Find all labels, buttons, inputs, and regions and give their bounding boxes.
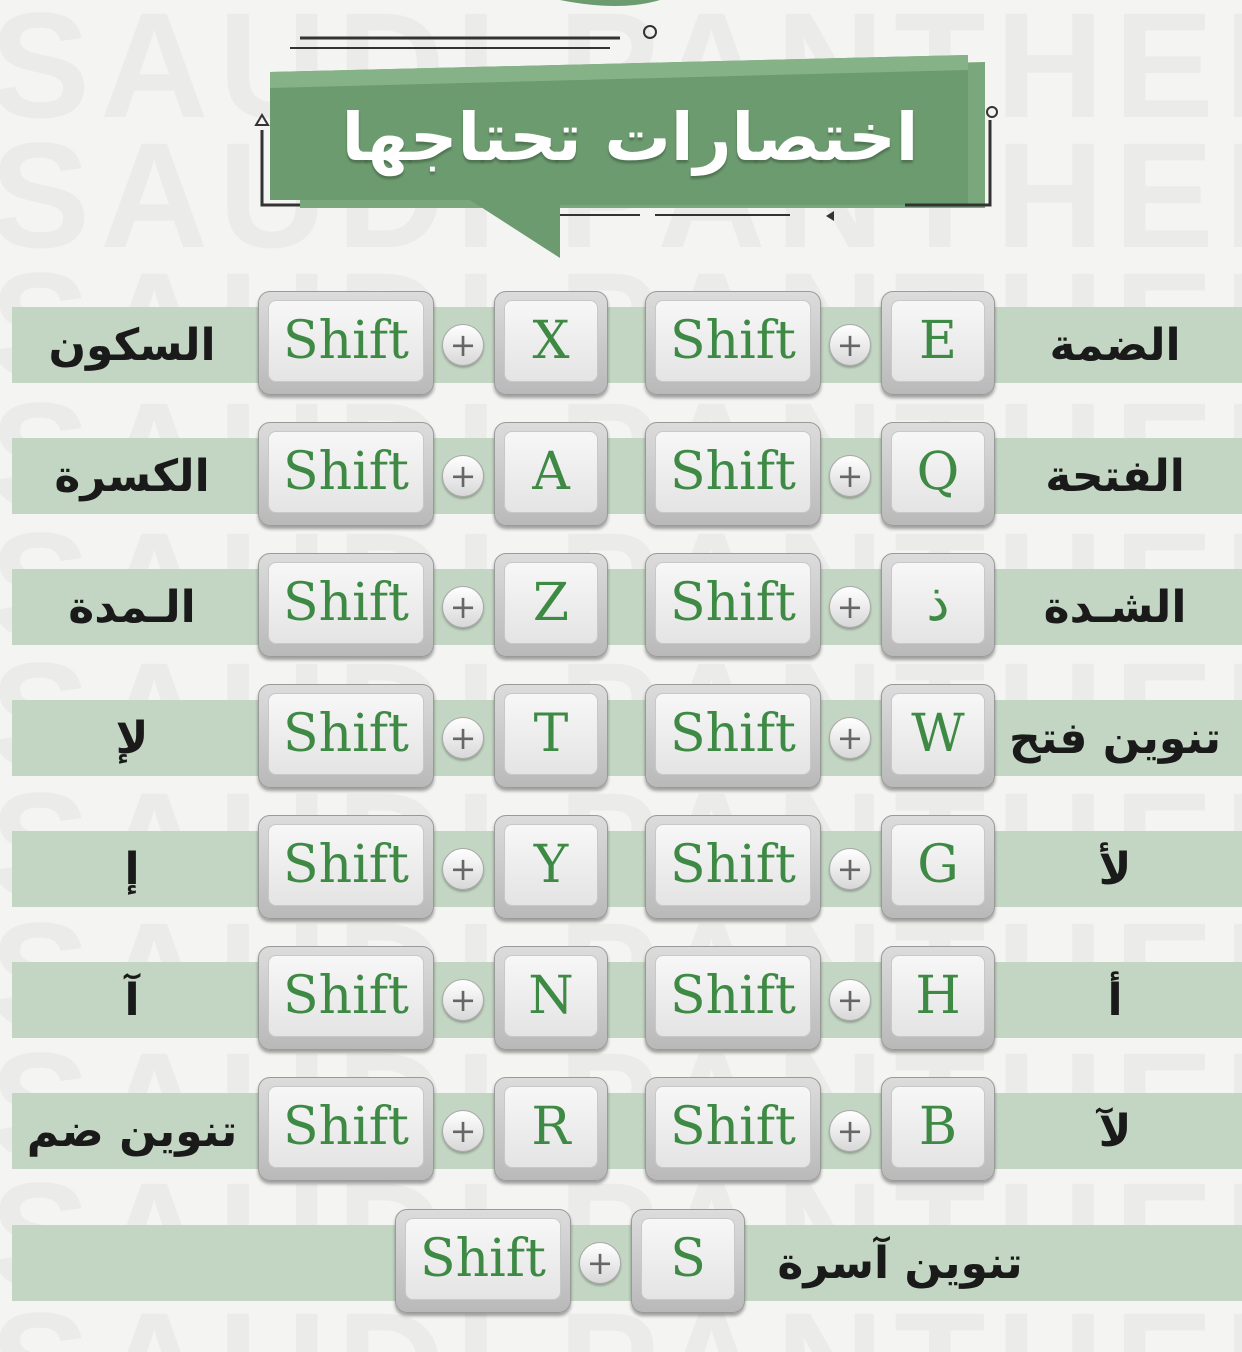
letter-key-label: E: [891, 300, 985, 382]
shortcut-keys: [258, 946, 608, 1054]
shift-key: [258, 946, 434, 1050]
shift-key-label: Shift: [655, 824, 811, 906]
letter-key: [881, 946, 995, 1050]
letter-key: [881, 1077, 995, 1181]
letter-key-label: Y: [504, 824, 598, 906]
letter-key: [494, 553, 608, 657]
letter-key-label: Z: [504, 562, 598, 644]
shift-key-label: Shift: [655, 431, 811, 513]
plus-icon: [432, 978, 494, 1022]
plus-icon: [819, 585, 881, 629]
shift-key-label: Shift: [268, 562, 424, 644]
shortcut-keys: [645, 815, 995, 923]
diacritic-label: تنوين آسرة: [777, 1237, 1023, 1289]
plus-symbol: +: [829, 979, 871, 1021]
letter-key: [631, 1209, 745, 1313]
shortcut-keys: [645, 422, 995, 530]
plus-icon: [432, 585, 494, 629]
plus-symbol: +: [829, 455, 871, 497]
shift-key-label: Shift: [268, 955, 424, 1037]
letter-key-label: B: [891, 1086, 985, 1168]
shift-key: [258, 684, 434, 788]
diacritic-label: الضمة: [1049, 319, 1181, 371]
letter-key: [881, 422, 995, 526]
plus-symbol: +: [442, 1110, 484, 1152]
shift-key: [645, 553, 821, 657]
shift-key: [645, 1077, 821, 1181]
shift-key: [395, 1209, 571, 1313]
letter-key: [881, 291, 995, 395]
plus-icon: [819, 454, 881, 498]
diacritic-label: الكسرة: [54, 450, 210, 502]
diacritic-label: الـمدة: [68, 581, 196, 633]
shift-key-label: Shift: [268, 1086, 424, 1168]
diacritic-label: تنوين فتح: [1009, 712, 1221, 764]
shift-key: [645, 291, 821, 395]
letter-key: [494, 1077, 608, 1181]
plus-symbol: +: [829, 848, 871, 890]
shift-key-label: Shift: [405, 1218, 561, 1300]
shortcut-keys: [258, 553, 608, 661]
diacritic-label: الفتحة: [1045, 450, 1185, 502]
shortcut-keys: [395, 1209, 745, 1317]
letter-key: [494, 946, 608, 1050]
shortcut-keys: [258, 815, 608, 923]
plus-icon: [819, 847, 881, 891]
diacritic-label: لإ: [115, 712, 149, 764]
plus-symbol: +: [442, 455, 484, 497]
diacritic-label: السكون: [48, 319, 216, 371]
shift-key-label: Shift: [268, 300, 424, 382]
shift-key-label: Shift: [655, 300, 811, 382]
shift-key: [258, 1077, 434, 1181]
diacritic-label: آ: [124, 974, 140, 1026]
letter-key-label: S: [641, 1218, 735, 1300]
shift-key: [645, 422, 821, 526]
letter-key-label: W: [891, 693, 985, 775]
shift-key-label: Shift: [655, 562, 811, 644]
shift-key: [258, 553, 434, 657]
plus-icon: [819, 716, 881, 760]
plus-icon: [432, 1109, 494, 1153]
plus-icon: [432, 454, 494, 498]
plus-icon: [819, 1109, 881, 1153]
shortcut-keys: [645, 684, 995, 792]
plus-symbol: +: [442, 586, 484, 628]
letter-key-label: H: [891, 955, 985, 1037]
diacritic-label: تنوين ضم: [26, 1105, 238, 1157]
diacritic-label: لأ: [1098, 843, 1132, 895]
shift-key-label: Shift: [655, 693, 811, 775]
plus-symbol: +: [829, 717, 871, 759]
plus-symbol: +: [442, 717, 484, 759]
letter-key-label: X: [504, 300, 598, 382]
plus-icon: [819, 978, 881, 1022]
shift-key: [645, 815, 821, 919]
letter-key: [881, 815, 995, 919]
shortcut-keys: [258, 291, 608, 399]
plus-symbol: +: [442, 848, 484, 890]
shift-key: [258, 815, 434, 919]
plus-icon: [432, 847, 494, 891]
plus-symbol: +: [829, 1110, 871, 1152]
letter-key-label: Q: [891, 431, 985, 513]
diacritic-label: إ: [124, 843, 140, 895]
letter-key-label: R: [504, 1086, 598, 1168]
shortcut-keys: [258, 1077, 608, 1185]
shortcut-keys: [645, 553, 995, 661]
shift-key: [258, 422, 434, 526]
shift-key-label: Shift: [655, 1086, 811, 1168]
letter-key: [494, 815, 608, 919]
shift-key: [645, 684, 821, 788]
shift-key: [645, 946, 821, 1050]
plus-icon: [432, 716, 494, 760]
letter-key: [494, 684, 608, 788]
plus-symbol: +: [442, 979, 484, 1021]
letter-key-label: A: [504, 431, 598, 513]
shift-key: [258, 291, 434, 395]
shift-key-label: Shift: [268, 693, 424, 775]
plus-symbol: +: [579, 1242, 621, 1284]
plus-symbol: +: [442, 324, 484, 366]
page-title: اختصارات تحتاجها: [341, 98, 919, 176]
shortcut-keys: [258, 422, 608, 530]
letter-key-label: T: [504, 693, 598, 775]
letter-key: [494, 291, 608, 395]
plus-icon: [569, 1241, 631, 1285]
shortcut-keys: [258, 684, 608, 792]
shortcut-keys: [645, 291, 995, 399]
plus-symbol: +: [829, 324, 871, 366]
letter-key-label: ذ: [891, 562, 985, 644]
letter-key: [494, 422, 608, 526]
shift-key-label: Shift: [268, 431, 424, 513]
letter-key-label: G: [891, 824, 985, 906]
plus-icon: [819, 323, 881, 367]
plus-symbol: +: [829, 586, 871, 628]
plus-icon: [432, 323, 494, 367]
title-banner: [0, 0, 1242, 270]
diacritic-label: أ: [1107, 974, 1123, 1026]
letter-key: [881, 684, 995, 788]
diacritic-label: لآ: [1098, 1105, 1132, 1157]
shortcut-keys: [645, 1077, 995, 1185]
shift-key-label: Shift: [655, 955, 811, 1037]
diacritic-label: الشـدة: [1043, 581, 1187, 633]
letter-key: [881, 553, 995, 657]
letter-key-label: N: [504, 955, 598, 1037]
shortcut-keys: [645, 946, 995, 1054]
shift-key-label: Shift: [268, 824, 424, 906]
